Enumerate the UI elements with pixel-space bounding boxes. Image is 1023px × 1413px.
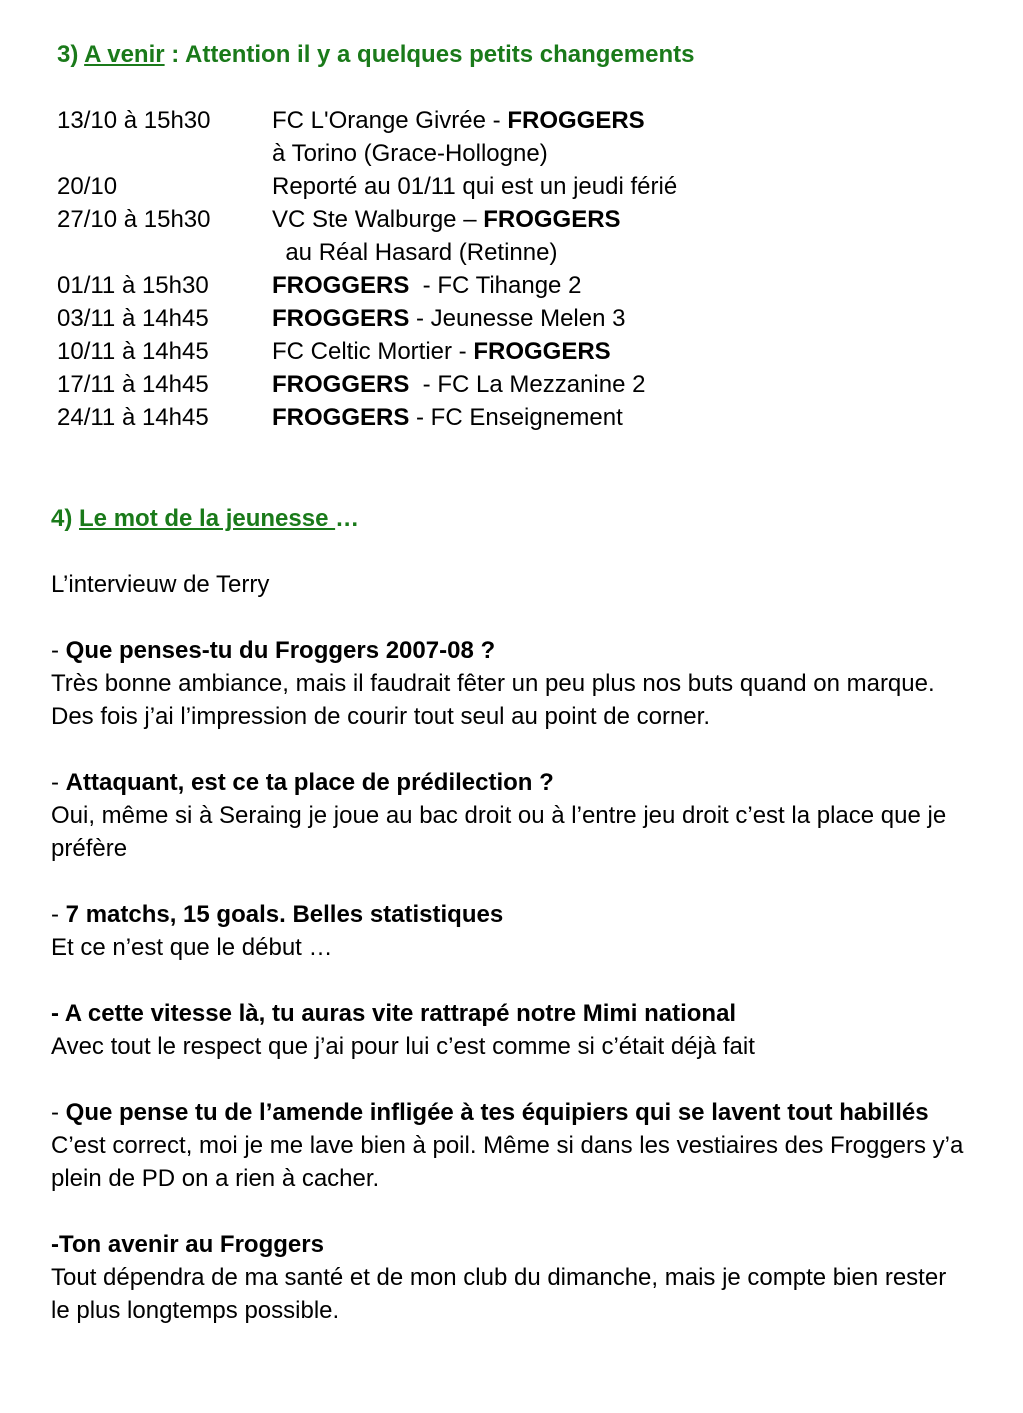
team-froggers: FROGGERS (483, 206, 621, 233)
team-text: - FC La Mezzanine 2 (409, 371, 646, 398)
interview-answer: Tout dépendra de ma santé et de mon club du dimanche, mais je compte bien rester le plus longtemps possible. (51, 1264, 947, 1324)
team-text: FC Celtic Mortier - (272, 338, 474, 365)
section-3-number: 3) (57, 41, 79, 68)
question-text: 7 matchs, 15 goals. Belles statistiques (65, 901, 504, 928)
schedule-row (57, 104, 677, 137)
team-text: - FC Enseignement (409, 404, 623, 431)
match-date: 10/11 à 14h45 (57, 338, 209, 365)
match-teams (272, 137, 548, 170)
question-text: - A cette vitesse là, tu auras vite rattrapé notre Mimi national (51, 1000, 737, 1027)
team-froggers: FROGGERS (473, 338, 611, 365)
match-teams (272, 368, 645, 401)
interview-answer: Avec tout le respect que j’ai pour lui c’est comme si c’était déjà fait (51, 1033, 755, 1060)
section-4-heading (51, 502, 971, 535)
interview-question (51, 997, 971, 1030)
match-date (57, 236, 272, 269)
question-dash: - (51, 769, 66, 796)
section-3-title: A venir (84, 41, 165, 68)
match-date: 01/11 à 15h30 (57, 272, 209, 299)
question-dash: - (51, 637, 66, 664)
section-4 (51, 502, 971, 1327)
interview-question (51, 1096, 971, 1129)
section-4-ellipsis: … (335, 505, 360, 532)
team-froggers: FROGGERS (272, 404, 410, 431)
interview-answer: Oui, même si à Seraing je joue au bac droit ou à l’entre jeu droit c’est la place que je préfère (51, 802, 947, 862)
match-date: 13/10 à 15h30 (57, 107, 211, 134)
question-text: -Ton avenir au Froggers (51, 1231, 324, 1258)
match-teams (272, 401, 623, 434)
team-text: - Jeunesse Melen 3 (409, 305, 626, 332)
match-date: 17/11 à 14h45 (57, 371, 209, 398)
match-teams (272, 203, 621, 236)
schedule-row (57, 401, 677, 434)
section-3-subtitle: : Attention il y a quelques petits changements (171, 41, 695, 68)
schedule-row (57, 302, 677, 335)
match-teams (272, 269, 581, 302)
section-3-heading (57, 38, 694, 71)
match-teams (272, 236, 557, 269)
team-text: à Torino (Grace-Hollogne) (272, 140, 548, 167)
schedule-row (57, 170, 677, 203)
team-text: au Réal Hasard (Retinne) (272, 239, 558, 266)
schedule-row (57, 236, 677, 269)
question-text: Que pense tu de l’amende infligée à tes équipiers qui se lavent tout habillés (65, 1099, 929, 1126)
interview-question (51, 898, 971, 931)
team-text: - FC Tihange 2 (409, 272, 582, 299)
schedule-row (57, 269, 677, 302)
interview-question (51, 766, 971, 799)
section-4-title: Le mot de la jeunesse (79, 505, 336, 532)
match-teams (272, 335, 611, 368)
match-date: 03/11 à 14h45 (57, 305, 209, 332)
match-date: 27/10 à 15h30 (57, 206, 211, 233)
team-text: FC L'Orange Givrée - (272, 107, 508, 134)
interview-question (51, 634, 971, 667)
schedule-row (57, 137, 677, 170)
section-4-number: 4) (51, 505, 73, 532)
team-text: VC Ste Walburge – (272, 206, 484, 233)
question-dash: - (51, 901, 66, 928)
interview-answer: Et ce n’est que le début … (51, 934, 333, 961)
team-froggers: FROGGERS (272, 305, 410, 332)
interview-answer: Très bonne ambiance, mais il faudrait fêter un peu plus nos buts quand on marque. Des fois j’ai l’impression de courir tout seul au point de corner. (51, 670, 935, 730)
match-teams (272, 104, 645, 137)
question-dash: - (51, 1099, 66, 1126)
question-text: Que penses-tu du Froggers 2007-08 ? (65, 637, 496, 664)
schedule-row (57, 203, 677, 236)
interview-answer: C’est correct, moi je me lave bien à poil. Même si dans les vestiaires des Froggers y’a plein de PD on a rien à cacher. (51, 1132, 964, 1192)
match-teams (272, 170, 677, 203)
team-froggers: FROGGERS (272, 371, 410, 398)
match-teams (272, 302, 625, 335)
match-date (57, 137, 272, 170)
team-text: Reporté au 01/11 qui est un jeudi férié (272, 173, 678, 200)
question-text: Attaquant, est ce ta place de prédilection ? (65, 769, 554, 796)
match-date: 24/11 à 14h45 (57, 404, 209, 431)
team-froggers: FROGGERS (507, 107, 645, 134)
interview-intro: L’intervieuw de Terry (51, 571, 270, 598)
schedule-row (57, 335, 677, 368)
match-schedule (57, 104, 677, 434)
schedule-row (57, 368, 677, 401)
match-date: 20/10 (57, 173, 118, 200)
interview-question (51, 1228, 971, 1261)
team-froggers: FROGGERS (272, 272, 410, 299)
